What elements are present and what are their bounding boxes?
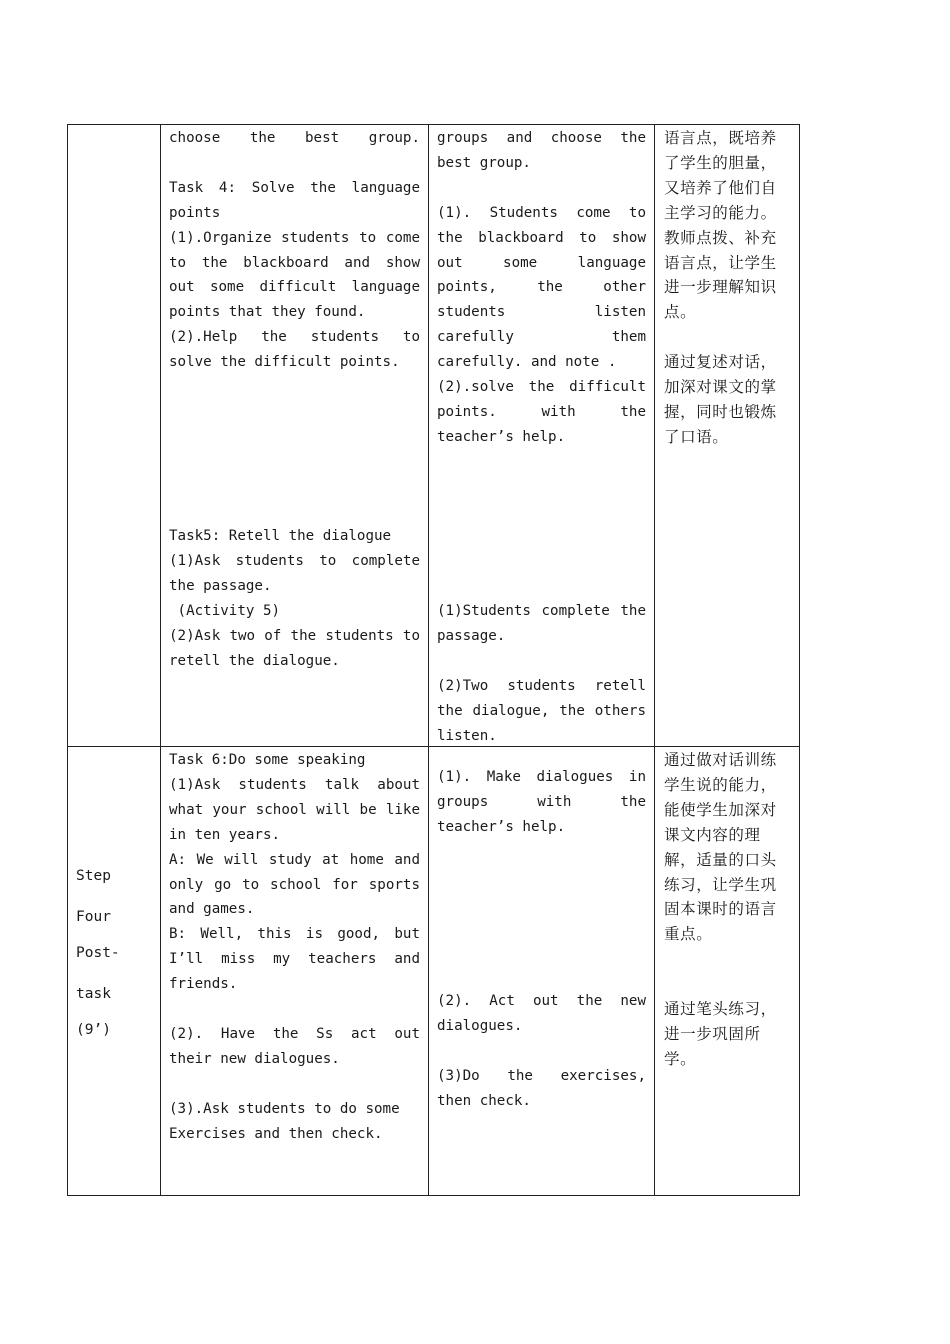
column-divider-1 — [160, 124, 161, 1196]
blank-line — [437, 574, 646, 599]
blank-line — [437, 549, 646, 574]
text-line: to the blackboard and show — [169, 254, 420, 271]
row2-teacher-activity — [169, 748, 420, 1146]
text-line: 通过笔头练习， — [664, 1000, 777, 1019]
blank-line — [169, 425, 420, 450]
text-line: the dialogue, the others — [437, 702, 646, 719]
blank-line — [437, 176, 646, 201]
text-line: carefully them — [437, 329, 646, 346]
text-line: 固本课时的语言 — [664, 900, 777, 919]
blank-line — [437, 914, 646, 939]
blank-line — [664, 972, 792, 997]
text-line: (1)Students complete the — [437, 603, 646, 620]
row2-student-activity — [437, 765, 646, 1114]
blank-line — [437, 475, 646, 500]
step-line: (9’) — [76, 1022, 111, 1038]
text-line: groups with the — [437, 793, 646, 810]
blank-line — [169, 1072, 420, 1097]
blank-line — [664, 947, 792, 972]
blank-line — [437, 939, 646, 964]
text-line: friends. — [169, 976, 238, 993]
text-line: and games. — [169, 901, 255, 918]
text-line: solve the difficult points. — [169, 354, 400, 371]
text-line: in ten years. — [169, 826, 281, 843]
table-border-left — [67, 124, 68, 1196]
text-line: choose the best group. — [169, 130, 420, 146]
blank-line — [664, 325, 792, 350]
text-line: passage. — [437, 628, 506, 645]
blank-line — [437, 840, 646, 865]
text-line: best group. — [437, 154, 531, 171]
text-line: points, the other — [437, 279, 646, 296]
step-line: Four — [76, 909, 111, 925]
text-line: (1)Ask students talk about — [169, 776, 420, 793]
text-line: 通过复述对话， — [664, 353, 777, 372]
text-line: out some language — [437, 254, 646, 271]
row1-teacher-activity — [169, 126, 420, 674]
blank-line — [169, 400, 420, 425]
row-divider — [67, 746, 800, 747]
row2-design-purpose — [664, 748, 792, 1072]
blank-line — [169, 151, 420, 176]
text-line: 语言点，既培养 — [664, 129, 777, 147]
text-line: 主学习的能力。 — [664, 203, 777, 222]
step-line: Step — [76, 868, 111, 884]
blank-line — [437, 1039, 646, 1064]
text-line: B: Well, this is good, but — [169, 926, 420, 943]
blank-line — [169, 375, 420, 400]
text-line: 学生说的能力， — [664, 775, 777, 794]
text-line: only go to school for sports — [169, 876, 420, 893]
table-border-bottom — [67, 1195, 800, 1196]
blank-line — [437, 890, 646, 915]
text-line: 解，适量的口头 — [664, 850, 777, 869]
blank-line — [437, 964, 646, 989]
text-line: Exercises and then check. — [169, 1125, 383, 1142]
text-line: the blackboard to show — [437, 229, 646, 246]
text-line: (2).Help the students to — [169, 329, 420, 346]
text-line: 点。 — [664, 303, 697, 322]
text-line: (3).Ask students to do some — [169, 1100, 400, 1117]
text-line: (2)Ask two of the students to — [169, 628, 420, 645]
text-line: 进一步巩固所 — [664, 1024, 761, 1043]
text-line: (Activity 5) — [169, 603, 281, 620]
text-line: (1). Students come to — [437, 204, 646, 221]
table-border-right — [799, 124, 800, 1196]
text-line: 能使学生加深对 — [664, 800, 777, 819]
text-line: 学。 — [664, 1049, 697, 1068]
row1-design-purpose — [664, 126, 792, 450]
blank-line — [437, 524, 646, 549]
text-line: 课文内容的理 — [664, 825, 761, 844]
text-line: what your school will be like — [169, 801, 420, 818]
text-line: (1)Ask students to complete — [169, 553, 420, 570]
text-line: I’ll miss my teachers and — [169, 951, 420, 968]
blank-line — [169, 997, 420, 1022]
blank-line — [437, 500, 646, 525]
text-line: 语言点，让学生 — [664, 253, 777, 272]
text-line: carefully. and note . — [437, 354, 617, 371]
row1-student-activity — [437, 126, 646, 749]
column-divider-2 — [428, 124, 429, 1196]
text-line: teacher’s help. — [437, 818, 566, 835]
text-line: their new dialogues. — [169, 1050, 340, 1067]
step-line: Post- — [76, 945, 120, 961]
text-line: 教师点拨、补充 — [664, 228, 777, 247]
text-line: (2)Two students retell — [437, 677, 646, 694]
text-line: the passage. — [169, 578, 272, 595]
text-line: students listen — [437, 304, 646, 321]
text-line: dialogues. — [437, 1017, 523, 1034]
text-line: (2). Act out the new — [437, 993, 646, 1010]
text-line: 握，同时也锻炼 — [664, 402, 777, 421]
blank-line — [169, 450, 420, 475]
blank-line — [437, 450, 646, 475]
text-line: retell the dialogue. — [169, 652, 340, 669]
row2-step-label — [76, 866, 156, 1040]
text-line: (1).Organize students to come — [169, 229, 420, 246]
step-line: task — [76, 986, 111, 1002]
column-divider-3 — [654, 124, 655, 1196]
blank-line — [437, 649, 646, 674]
text-line: 通过做对话训练 — [664, 751, 777, 769]
text-line: out some difficult language — [169, 279, 420, 296]
text-line: teacher’s help. — [437, 428, 566, 445]
text-line: listen. — [437, 727, 497, 744]
text-line: points that they found. — [169, 304, 366, 321]
text-line: groups and choose the — [437, 130, 646, 146]
text-line: Task 6:Do some speaking — [169, 752, 366, 768]
text-line: 了学生的胆量， — [664, 153, 777, 172]
text-line: 重点。 — [664, 925, 713, 944]
text-line: then check. — [437, 1092, 531, 1109]
text-line: 练习，让学生巩 — [664, 875, 777, 894]
text-line: Task 4: Solve the language — [169, 179, 420, 196]
text-line: (2). Have the Ss act out — [169, 1025, 420, 1042]
text-line: (3)Do the exercises, — [437, 1067, 646, 1084]
blank-line — [437, 865, 646, 890]
text-line: points. with the — [437, 403, 646, 420]
text-line: 了口语。 — [664, 427, 729, 446]
text-line: 又培养了他们自 — [664, 178, 777, 197]
text-line: (1). Make dialogues in — [437, 769, 646, 785]
text-line: 加深对课文的掌 — [664, 378, 777, 397]
blank-line — [169, 500, 420, 525]
text-line: A: We will study at home and — [169, 851, 420, 868]
blank-line — [169, 475, 420, 500]
text-line: points — [169, 204, 221, 221]
table-border-top — [67, 124, 800, 125]
text-line: (2).solve the difficult — [437, 379, 646, 396]
text-line: Task5: Retell the dialogue — [169, 528, 392, 545]
text-line: 进一步理解知识 — [664, 278, 777, 297]
